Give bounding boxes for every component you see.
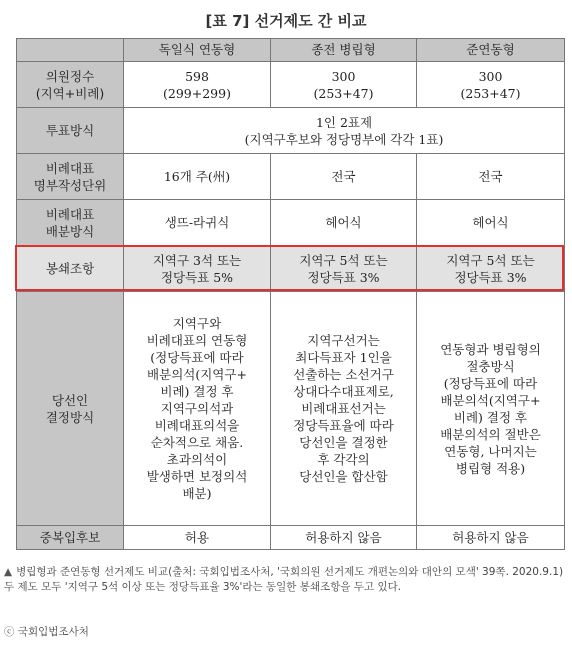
table-cell: 허용하지 않음 bbox=[417, 526, 565, 550]
table-header-row bbox=[17, 39, 565, 62]
column-header-german: 독일식 연동형 bbox=[124, 39, 271, 62]
row-label-list-unit: 비례대표 명부작성단위 bbox=[17, 154, 124, 200]
table-cell: 허용 bbox=[124, 526, 271, 550]
table-cell: 300 (253+47) bbox=[271, 62, 417, 108]
column-header-semi-mixed: 준연동형 bbox=[417, 39, 565, 62]
table-cell: 전국 bbox=[417, 154, 565, 200]
table-cell: 연동형과 병립형의 절충방식 (정당득표에 따라 배분의석(지역구+ 비례) 결정 후 배분의석의 절반은 연동형, 나머지는 병립형 적용) bbox=[417, 292, 565, 526]
table-row-seats bbox=[17, 62, 565, 108]
table-cell: 16개 주(州) bbox=[124, 154, 271, 200]
table-cell: 생뜨-라귀식 bbox=[124, 200, 271, 246]
table-cell: 300 (253+47) bbox=[417, 62, 565, 108]
copyright-credit: ⓒ 국회입법조사처 bbox=[4, 626, 89, 638]
row-label-threshold: 봉쇄조항 bbox=[17, 246, 124, 292]
row-label-dual-candidacy: 중복입후보 bbox=[17, 526, 124, 550]
table-row-threshold bbox=[17, 246, 565, 292]
table-cell: 지역구선거는 최다득표자 1인을 선출하는 소선거구 상대다수대표제로, 비례대표선거는 정당득표율에 따라 당선인을 결정한 후 각각의 당선인을 합산함 bbox=[271, 292, 417, 526]
table-row-allocation bbox=[17, 200, 565, 246]
row-label-voting: 투표방식 bbox=[17, 108, 124, 154]
table-cell: 지역구와 비례대표의 연동형 (정당득표에 따라 배분의석(지역구+ 비례) 결정 후 지역구의석과 비례대표의석을 순차적으로 채움. 초과의석이 발생하면 보정의석 배분) bbox=[124, 292, 271, 526]
table-cell: 전국 bbox=[271, 154, 417, 200]
table-cell: 지역구 5석 또는 정당득표 3% bbox=[271, 246, 417, 292]
table-cell: 598 (299+299) bbox=[124, 62, 271, 108]
table-cell: 허용하지 않음 bbox=[271, 526, 417, 550]
figure-caption bbox=[4, 565, 568, 595]
comparison-table bbox=[16, 38, 565, 550]
table-cell: 지역구 5석 또는 정당득표 3% bbox=[417, 246, 565, 292]
merged-cell-voting: 1인 2표제 (지역구후보와 정당명부에 각각 1표) bbox=[124, 108, 565, 154]
triangle-up-icon: ▲ bbox=[4, 566, 13, 578]
table-row-dual-candidacy bbox=[17, 526, 565, 550]
table-row-voting bbox=[17, 108, 565, 154]
row-label-seats: 의원정수 (지역+비례) bbox=[17, 62, 124, 108]
row-label-winner-method: 당선인 결정방식 bbox=[17, 292, 124, 526]
table-cell: 헤어식 bbox=[417, 200, 565, 246]
table-cell: 지역구 3석 또는 정당득표 5% bbox=[124, 246, 271, 292]
header-corner-cell bbox=[17, 39, 124, 62]
table-title: [표 7] 선거제도 간 비교 bbox=[205, 12, 367, 30]
row-label-allocation: 비례대표 배분방식 bbox=[17, 200, 124, 246]
caption-text: 병립형과 준연동형 선거제도 비교(출처: 국회입법조사처, '국회의원 선거제도 개편논의와 대안의 모색' 39쪽. 2020.9.1) 두 제도 모두 '지역구 5석 이상 또는 정당득표율 3%'라는 동일한 봉쇄조항을 두고 있다. bbox=[4, 566, 564, 593]
table-row-winner-method bbox=[17, 292, 565, 526]
table-row-list-unit bbox=[17, 154, 565, 200]
table-cell: 헤어식 bbox=[271, 200, 417, 246]
column-header-parallel: 종전 병립형 bbox=[271, 39, 417, 62]
